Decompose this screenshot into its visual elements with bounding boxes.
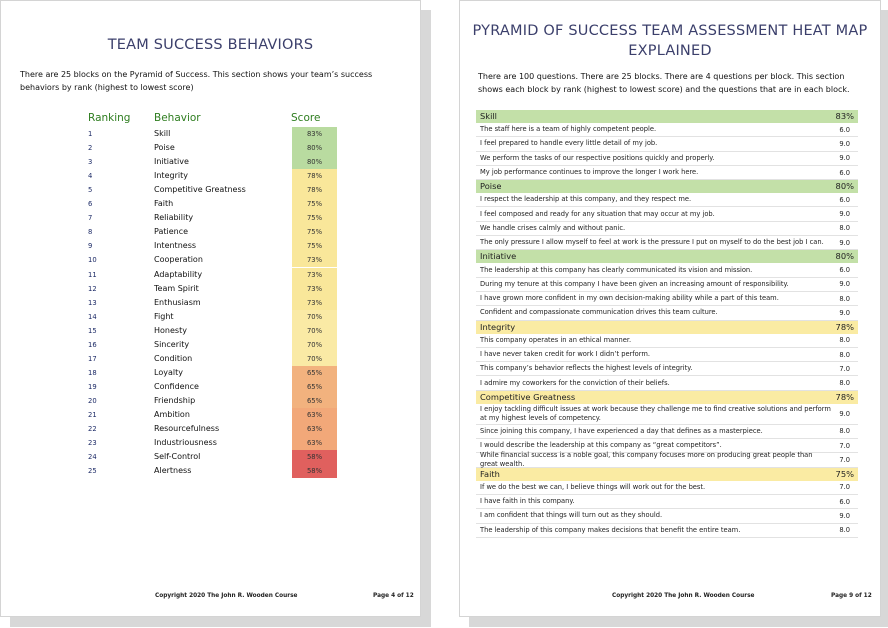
ranking-row	[1, 422, 421, 436]
ranking-row	[1, 394, 421, 408]
rank-number: 12	[88, 284, 97, 293]
score-cell: 70%	[292, 352, 337, 366]
score-cell: 75%	[292, 239, 337, 253]
question-score: 6.0	[839, 125, 850, 134]
question-score: 9.0	[839, 154, 850, 163]
ranking-row	[1, 211, 421, 225]
block-header	[476, 468, 858, 481]
question-text: I enjoy tackling difficult issues at work because they challenge me to find creative solutions and perform at my highest levels of competency.	[480, 404, 831, 422]
ranking-row	[1, 408, 421, 422]
question-score: 9.0	[839, 210, 850, 219]
ranking-row	[1, 352, 421, 366]
ranking-row	[1, 225, 421, 239]
rank-number: 6	[88, 200, 93, 209]
block-header	[476, 321, 858, 334]
block-percentage: 78%	[835, 321, 854, 332]
question-text: I have grown more confident in my own decision-making ability while a part of this team.	[480, 294, 779, 303]
question-score: 8.0	[839, 350, 850, 359]
report-page-left	[0, 0, 421, 617]
behavior-name: Team Spirit	[154, 283, 199, 293]
rank-number: 22	[88, 425, 97, 434]
behavior-name: Intentness	[154, 241, 197, 251]
score-cell: 63%	[292, 408, 337, 422]
ranking-row	[1, 282, 421, 296]
question-text: The leadership of this company makes decisions that benefit the entire team.	[480, 525, 741, 534]
question-text: The staff here is a team of highly competent people.	[480, 125, 657, 134]
behavior-name: Loyalty	[154, 367, 183, 377]
footer-copyright: Copyright 2020 The John R. Wooden Course	[612, 593, 755, 599]
behavior-name: Self-Control	[154, 452, 201, 462]
behavior-name: Honesty	[154, 325, 187, 335]
question-text: I feel composed and ready for any situation that may occur at my job.	[480, 209, 715, 218]
rank-number: 3	[88, 158, 93, 167]
block-name: Initiative	[480, 251, 517, 262]
behavior-name: Alertness	[154, 466, 192, 476]
question-row	[476, 348, 858, 362]
ranking-row	[1, 197, 421, 211]
behavior-name: Confidence	[154, 381, 199, 391]
question-text: This company operates in an ethical manner.	[480, 335, 632, 344]
behavior-name: Patience	[154, 227, 189, 237]
behavior-name: Skill	[154, 129, 171, 138]
rank-number: 14	[88, 312, 97, 321]
block-name: Integrity	[480, 321, 516, 332]
question-text: Confident and compassionate communication drives this team culture.	[480, 308, 718, 317]
page-title-line-2: EXPLAINED	[628, 43, 712, 59]
question-row	[476, 152, 858, 166]
question-score: 9.0	[839, 139, 850, 148]
block-header	[476, 180, 858, 193]
block-header	[476, 391, 858, 404]
behavior-name: Resourcefulness	[154, 424, 220, 434]
behavior-name: Condition	[154, 353, 193, 363]
block-name: Competitive Greatness	[480, 391, 576, 402]
question-row	[476, 123, 858, 137]
question-score: 6.0	[839, 168, 850, 177]
question-text: I respect the leadership at this company, and they respect me.	[480, 195, 692, 204]
question-text: My job performance continues to improve the longer I work here.	[480, 168, 699, 177]
question-text: I am confident that things will turn out as they should.	[480, 511, 663, 520]
question-text: I admire my coworkers for the conviction of their beliefs.	[480, 378, 670, 387]
rank-number: 15	[88, 326, 97, 335]
ranking-column-header: Ranking	[88, 112, 131, 124]
question-score: 6.0	[839, 195, 850, 204]
rank-number: 11	[88, 270, 97, 279]
score-cell: 78%	[292, 169, 337, 183]
rank-number: 10	[88, 256, 97, 265]
block-header	[476, 110, 858, 123]
rank-number: 24	[88, 453, 97, 462]
score-cell: 70%	[292, 338, 337, 352]
footer-copyright: Copyright 2020 The John R. Wooden Course	[155, 593, 298, 599]
ranking-row	[1, 436, 421, 450]
score-cell: 80%	[292, 141, 337, 155]
block-name: Faith	[480, 468, 500, 479]
question-text: I have never taken credit for work I didn’t perform.	[480, 350, 651, 358]
question-row	[476, 137, 858, 151]
question-row	[476, 207, 858, 221]
rank-number: 17	[88, 354, 97, 363]
rank-number: 21	[88, 411, 97, 419]
ranking-row	[1, 296, 421, 310]
rank-number: 18	[88, 368, 97, 377]
ranking-row	[1, 464, 421, 478]
question-row	[476, 362, 858, 376]
rank-number: 20	[88, 396, 97, 405]
behavior-column-header: Behavior	[154, 112, 201, 124]
question-row	[476, 236, 858, 250]
question-text: During my tenure at this company I have been given an increasing amount of responsibility.	[480, 279, 789, 288]
question-score: 6.0	[839, 497, 850, 506]
rank-number: 2	[88, 144, 93, 153]
block-percentage: 80%	[835, 181, 854, 192]
ranking-row	[1, 239, 421, 253]
ranking-row	[1, 380, 421, 394]
question-row	[476, 306, 858, 320]
behavior-name: Initiative	[154, 157, 189, 167]
block-percentage: 75%	[835, 468, 854, 479]
rank-number: 16	[88, 340, 97, 349]
question-text: If we do the best we can, I believe things will work out for the best.	[480, 482, 706, 491]
question-score: 7.0	[839, 483, 850, 492]
question-row	[476, 193, 858, 207]
behavior-name: Sincerity	[154, 339, 190, 349]
score-cell: 73%	[292, 282, 337, 296]
question-row	[476, 524, 858, 538]
question-text: The leadership at this company has clearly communicated its vision and mission.	[480, 265, 753, 274]
score-cell: 58%	[292, 464, 337, 478]
question-text: I would describe the leadership at this company as “great competitors”.	[480, 441, 722, 450]
ranking-row	[1, 324, 421, 338]
rank-number: 7	[88, 214, 93, 223]
score-cell: 73%	[292, 296, 337, 310]
question-score: 7.0	[839, 364, 850, 373]
score-cell: 63%	[292, 422, 337, 436]
question-score: 9.0	[839, 511, 850, 520]
behavior-name: Adaptability	[154, 269, 203, 279]
question-text: While financial success is a noble goal, this company focuses more on producing great people than great wealth.	[480, 451, 813, 468]
question-text: This company’s behavior reflects the highest levels of integrity.	[480, 364, 693, 373]
question-row	[476, 425, 858, 439]
page-title-line-1: PYRAMID OF SUCCESS TEAM ASSESSMENT HEAT MAP	[472, 23, 868, 39]
score-cell: 75%	[292, 211, 337, 225]
score-cell: 70%	[292, 310, 337, 324]
block-percentage: 83%	[835, 111, 854, 121]
behavior-name: Poise	[154, 143, 175, 153]
ranking-row	[1, 183, 421, 197]
question-row	[476, 263, 858, 277]
page-title: TEAM SUCCESS BEHAVIORS	[107, 37, 314, 53]
score-cell: 83%	[292, 127, 337, 141]
question-text: We perform the tasks of our respective positions quickly and properly.	[480, 153, 715, 162]
footer-page-number: Page 9 of 12	[831, 593, 872, 599]
score-cell: 63%	[292, 436, 337, 450]
score-column-header: Score	[291, 112, 321, 124]
score-cell: 58%	[292, 450, 337, 464]
heat-map-table	[476, 110, 858, 538]
question-score: 8.0	[839, 224, 850, 233]
question-score: 8.0	[839, 427, 850, 436]
page-intro: There are 100 questions. There are 25 blocks. There are 4 questions per block. This section shows each block by rank (highest to lowest score) and the questions that are in each block.	[478, 72, 850, 94]
rank-number: 23	[88, 439, 97, 448]
behavior-name: Enthusiasm	[154, 297, 201, 307]
ranking-row	[1, 450, 421, 464]
question-row	[476, 166, 858, 180]
ranking-row	[1, 169, 421, 183]
ranking-row	[1, 253, 421, 267]
question-row	[476, 509, 858, 523]
question-text: I feel prepared to handle every little detail of my job.	[480, 139, 658, 148]
question-score: 6.0	[839, 266, 850, 275]
score-cell: 75%	[292, 197, 337, 211]
question-text: We handle crises calmly and without panic.	[480, 223, 626, 232]
behavior-name: Cooperation	[154, 255, 203, 265]
behavior-name: Integrity	[154, 171, 188, 181]
question-row	[476, 481, 858, 495]
behavior-name: Industriousness	[154, 438, 217, 448]
question-score: 8.0	[839, 526, 850, 535]
page-intro: There are 25 blocks on the Pyramid of Success. This section shows your team’s success behaviors by rank (highest to lowest score)	[20, 70, 373, 92]
score-cell: 78%	[292, 183, 337, 197]
block-percentage: 78%	[835, 391, 854, 402]
question-row	[476, 278, 858, 292]
question-text: Since joining this company, I have experienced a day that defines as a masterpiece.	[480, 426, 763, 435]
ranking-row	[1, 127, 421, 141]
behavior-name: Faith	[154, 199, 174, 209]
ranking-row	[1, 155, 421, 169]
ranking-row	[1, 268, 421, 282]
rank-number: 13	[88, 298, 97, 307]
ranking-row	[1, 338, 421, 352]
question-score: 9.0	[839, 409, 850, 418]
rank-number: 4	[88, 172, 93, 181]
question-row	[476, 376, 858, 390]
question-row	[476, 222, 858, 236]
question-score: 7.0	[839, 455, 850, 464]
question-row	[476, 453, 858, 467]
score-cell: 70%	[292, 324, 337, 338]
question-score: 9.0	[839, 238, 850, 247]
question-row	[476, 495, 858, 509]
score-cell: 65%	[292, 394, 337, 408]
question-score: 9.0	[839, 308, 850, 317]
rank-number: 9	[88, 242, 93, 251]
ranking-row	[1, 366, 421, 380]
rank-number: 25	[88, 467, 97, 476]
score-cell: 80%	[292, 155, 337, 169]
score-cell: 75%	[292, 225, 337, 239]
behavior-name: Friendship	[154, 395, 196, 405]
question-score: 9.0	[839, 280, 850, 289]
behavior-name: Fight	[154, 311, 174, 321]
score-cell: 65%	[292, 380, 337, 394]
block-header	[476, 250, 858, 263]
question-row	[476, 292, 858, 306]
behavior-name: Competitive Greatness	[154, 185, 246, 195]
block-name: Skill	[480, 111, 497, 121]
question-score: 7.0	[839, 441, 850, 450]
rank-number: 1	[88, 130, 93, 138]
footer-page-number: Page 4 of 12	[373, 593, 414, 599]
question-row	[476, 404, 858, 425]
question-row	[476, 334, 858, 348]
score-cell: 73%	[292, 268, 337, 282]
question-text: I have faith in this company.	[480, 497, 575, 506]
rank-number: 5	[88, 186, 93, 195]
question-text: The only pressure I allow myself to feel at work is the pressure I put on myself to do the best job I can.	[480, 238, 824, 247]
page-title	[460, 21, 880, 61]
score-cell: 65%	[292, 366, 337, 380]
score-cell: 73%	[292, 253, 337, 267]
question-score: 8.0	[839, 336, 850, 345]
ranking-row	[1, 310, 421, 324]
rank-number: 8	[88, 228, 93, 237]
behavior-name: Reliability	[154, 213, 194, 223]
question-score: 8.0	[839, 379, 850, 388]
question-score: 8.0	[839, 294, 850, 303]
block-name: Poise	[480, 181, 502, 192]
behavior-name: Ambition	[154, 410, 190, 419]
rank-number: 19	[88, 382, 97, 391]
ranking-row	[1, 141, 421, 155]
block-percentage: 80%	[835, 251, 854, 262]
